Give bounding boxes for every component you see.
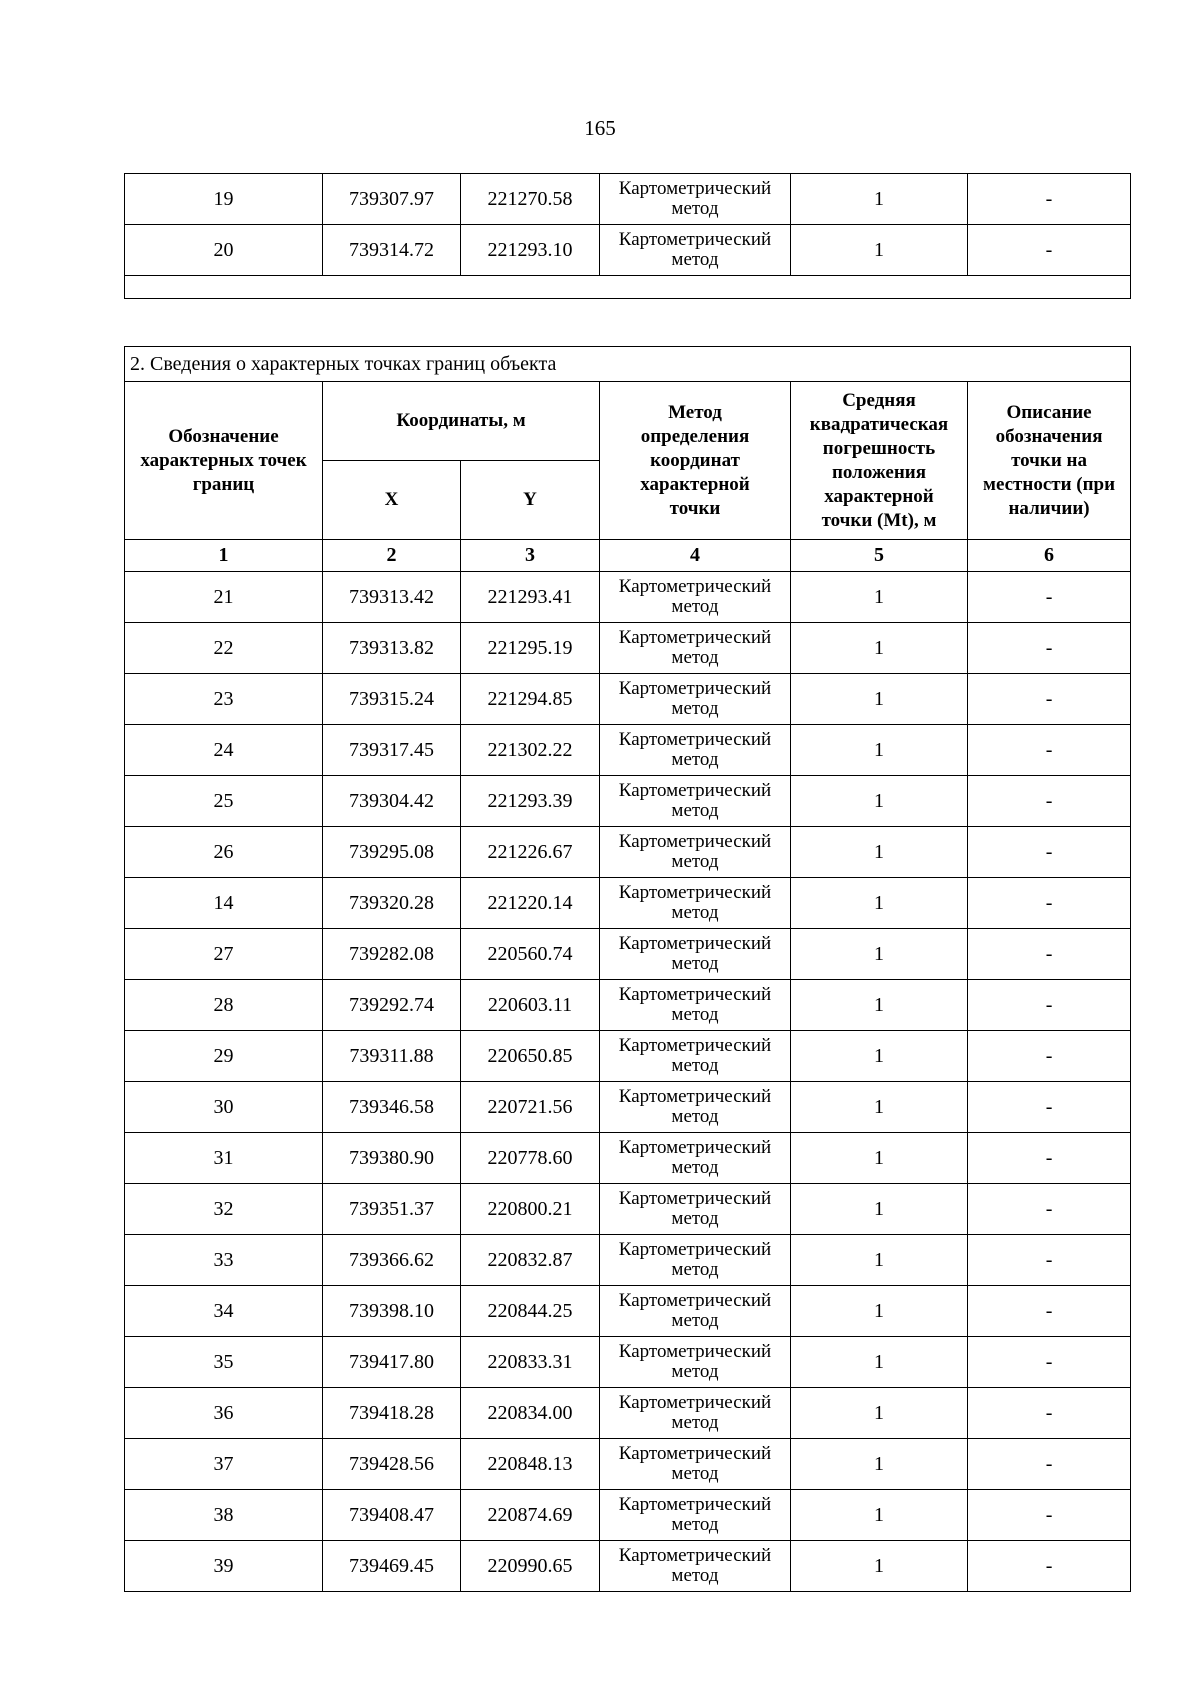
point-id-cell: 27 <box>125 929 323 980</box>
y-coordinate-cell: 220833.31 <box>461 1337 600 1388</box>
header-description-line: местности (при <box>983 473 1116 495</box>
mean-error-cell: 1 <box>791 1133 968 1184</box>
method-line: метод <box>671 698 719 719</box>
description-cell: - <box>968 1235 1131 1286</box>
method-cell <box>600 1337 791 1388</box>
header-mean-error <box>791 382 968 540</box>
point-id-cell: 38 <box>125 1490 323 1541</box>
mean-error-cell: 1 <box>791 623 968 674</box>
table-row <box>125 878 1131 929</box>
table-row <box>125 1388 1131 1439</box>
method-line: метод <box>671 1361 719 1382</box>
method-line: метод <box>671 249 719 270</box>
empty-cell <box>125 276 1131 299</box>
method-cell <box>600 225 791 276</box>
y-coordinate-cell: 221302.22 <box>461 725 600 776</box>
description-cell: - <box>968 929 1131 980</box>
method-cell <box>600 1286 791 1337</box>
header-designation <box>125 382 323 540</box>
method-line: метод <box>671 902 719 923</box>
header-y: Y <box>461 461 600 540</box>
table-row <box>125 1082 1131 1133</box>
y-coordinate-cell: 220800.21 <box>461 1184 600 1235</box>
y-coordinate-cell: 221220.14 <box>461 878 600 929</box>
method-cell <box>600 1031 791 1082</box>
method-line: метод <box>671 198 719 219</box>
point-id-cell: 31 <box>125 1133 323 1184</box>
description-cell: - <box>968 1337 1131 1388</box>
description-cell: - <box>968 572 1131 623</box>
header-description-line: обозначения <box>995 425 1103 447</box>
table-row <box>125 1031 1131 1082</box>
mean-error-cell: 1 <box>791 1541 968 1592</box>
y-coordinate-cell: 221293.39 <box>461 776 600 827</box>
table-row <box>125 1235 1131 1286</box>
mean-error-cell: 1 <box>791 827 968 878</box>
point-id-cell: 14 <box>125 878 323 929</box>
mean-error-cell: 1 <box>791 174 968 225</box>
column-number: 4 <box>600 540 791 572</box>
y-coordinate-cell: 220560.74 <box>461 929 600 980</box>
mean-error-cell: 1 <box>791 1490 968 1541</box>
method-line: метод <box>671 851 719 872</box>
x-coordinate-cell: 739311.88 <box>323 1031 461 1082</box>
y-coordinate-cell: 221294.85 <box>461 674 600 725</box>
header-description-line: наличии) <box>1008 497 1090 519</box>
y-coordinate-cell: 220990.65 <box>461 1541 600 1592</box>
method-line: Картометрический <box>618 831 772 852</box>
description-cell: - <box>968 1541 1131 1592</box>
point-id-cell: 23 <box>125 674 323 725</box>
header-x: X <box>323 461 461 540</box>
y-coordinate-cell: 221293.10 <box>461 225 600 276</box>
method-cell <box>600 1541 791 1592</box>
header-method-line: характерной <box>640 473 750 495</box>
table-row <box>125 980 1131 1031</box>
method-line: метод <box>671 1412 719 1433</box>
header-designation-line: характерных точек <box>140 449 307 471</box>
method-cell <box>600 1184 791 1235</box>
table-row <box>125 1184 1131 1235</box>
method-line: метод <box>671 1004 719 1025</box>
mean-error-cell: 1 <box>791 674 968 725</box>
y-coordinate-cell: 221226.67 <box>461 827 600 878</box>
method-cell <box>600 878 791 929</box>
mean-error-cell: 1 <box>791 1235 968 1286</box>
point-id-cell: 19 <box>125 174 323 225</box>
method-line: Картометрический <box>618 984 772 1005</box>
x-coordinate-cell: 739469.45 <box>323 1541 461 1592</box>
header-error-line: погрешность <box>822 437 936 459</box>
method-cell <box>600 674 791 725</box>
method-cell <box>600 725 791 776</box>
description-cell: - <box>968 174 1131 225</box>
description-cell: - <box>968 674 1131 725</box>
description-cell: - <box>968 225 1131 276</box>
point-id-cell: 39 <box>125 1541 323 1592</box>
y-coordinate-cell: 220834.00 <box>461 1388 600 1439</box>
table-row <box>125 674 1131 725</box>
mean-error-cell: 1 <box>791 1184 968 1235</box>
x-coordinate-cell: 739408.47 <box>323 1490 461 1541</box>
empty-row <box>125 276 1131 299</box>
point-id-cell: 22 <box>125 623 323 674</box>
y-coordinate-cell: 220832.87 <box>461 1235 600 1286</box>
method-line: Картометрический <box>618 1290 772 1311</box>
point-id-cell: 35 <box>125 1337 323 1388</box>
mean-error-cell: 1 <box>791 1337 968 1388</box>
x-coordinate-cell: 739304.42 <box>323 776 461 827</box>
method-cell <box>600 1133 791 1184</box>
x-coordinate-cell: 739313.82 <box>323 623 461 674</box>
method-cell <box>600 1235 791 1286</box>
method-cell <box>600 980 791 1031</box>
header-method-line: точки <box>669 497 721 519</box>
table-row <box>125 1133 1131 1184</box>
description-cell: - <box>968 1439 1131 1490</box>
method-line: Картометрический <box>618 1494 772 1515</box>
method-cell <box>600 776 791 827</box>
header-error-line: положения <box>831 461 927 483</box>
x-coordinate-cell: 739314.72 <box>323 225 461 276</box>
table-row <box>125 1439 1131 1490</box>
method-line: метод <box>671 1157 719 1178</box>
x-coordinate-cell: 739292.74 <box>323 980 461 1031</box>
table-row <box>125 225 1131 276</box>
header-designation-line: Обозначение <box>168 425 279 447</box>
method-line: метод <box>671 1259 719 1280</box>
mean-error-cell: 1 <box>791 776 968 827</box>
description-cell: - <box>968 980 1131 1031</box>
table-row <box>125 572 1131 623</box>
x-coordinate-cell: 739346.58 <box>323 1082 461 1133</box>
y-coordinate-cell: 221293.41 <box>461 572 600 623</box>
method-line: метод <box>671 1106 719 1127</box>
method-line: метод <box>671 1208 719 1229</box>
header-description <box>968 382 1131 540</box>
y-coordinate-cell: 220848.13 <box>461 1439 600 1490</box>
method-cell <box>600 623 791 674</box>
main-table-body <box>125 572 1131 1592</box>
point-id-cell: 20 <box>125 225 323 276</box>
table-row <box>125 1541 1131 1592</box>
method-line: Картометрический <box>618 780 772 801</box>
column-number: 5 <box>791 540 968 572</box>
header-method-line: координат <box>650 449 740 471</box>
header-method-line: Метод <box>668 401 722 423</box>
method-cell <box>600 1082 791 1133</box>
page-number: 165 <box>584 116 616 140</box>
description-cell: - <box>968 1031 1131 1082</box>
point-id-cell: 32 <box>125 1184 323 1235</box>
mean-error-cell: 1 <box>791 929 968 980</box>
header-method-line: определения <box>640 425 750 447</box>
method-line: Картометрический <box>618 1137 772 1158</box>
table-row <box>125 174 1131 225</box>
point-id-cell: 26 <box>125 827 323 878</box>
method-line: метод <box>671 596 719 617</box>
y-coordinate-cell: 220721.56 <box>461 1082 600 1133</box>
boundary-points-table <box>124 346 1131 1592</box>
method-line: Картометрический <box>618 1035 772 1056</box>
method-line: Картометрический <box>618 627 772 648</box>
x-coordinate-cell: 739313.42 <box>323 572 461 623</box>
point-id-cell: 21 <box>125 572 323 623</box>
column-number: 1 <box>125 540 323 572</box>
mean-error-cell: 1 <box>791 572 968 623</box>
y-coordinate-cell: 221295.19 <box>461 623 600 674</box>
mean-error-cell: 1 <box>791 1031 968 1082</box>
table-row <box>125 776 1131 827</box>
x-coordinate-cell: 739307.97 <box>323 174 461 225</box>
mean-error-cell: 1 <box>791 980 968 1031</box>
table-row <box>125 1337 1131 1388</box>
method-line: Картометрический <box>618 882 772 903</box>
y-coordinate-cell: 220603.11 <box>461 980 600 1031</box>
description-cell: - <box>968 878 1131 929</box>
x-coordinate-cell: 739428.56 <box>323 1439 461 1490</box>
point-id-cell: 28 <box>125 980 323 1031</box>
top-coordinates-table <box>124 173 1131 299</box>
header-error-line: квадратическая <box>809 413 949 435</box>
method-line: Картометрический <box>618 1443 772 1464</box>
method-line: метод <box>671 1565 719 1586</box>
description-cell: - <box>968 1388 1131 1439</box>
header-error-line: Средняя <box>842 389 916 411</box>
x-coordinate-cell: 739317.45 <box>323 725 461 776</box>
mean-error-cell: 1 <box>791 725 968 776</box>
column-number: 3 <box>461 540 600 572</box>
column-number-row <box>125 540 1131 572</box>
table-row <box>125 827 1131 878</box>
mean-error-cell: 1 <box>791 1439 968 1490</box>
table-row <box>125 725 1131 776</box>
method-line: метод <box>671 749 719 770</box>
method-cell <box>600 1490 791 1541</box>
y-coordinate-cell: 221270.58 <box>461 174 600 225</box>
point-id-cell: 30 <box>125 1082 323 1133</box>
section-title: 2. Сведения о характерных точках границ объекта <box>125 347 1131 382</box>
x-coordinate-cell: 739315.24 <box>323 674 461 725</box>
column-number: 2 <box>323 540 461 572</box>
method-cell <box>600 174 791 225</box>
table-row <box>125 1490 1131 1541</box>
method-cell <box>600 827 791 878</box>
point-id-cell: 37 <box>125 1439 323 1490</box>
method-line: Картометрический <box>618 678 772 699</box>
description-cell: - <box>968 725 1131 776</box>
x-coordinate-cell: 739295.08 <box>323 827 461 878</box>
method-line: Картометрический <box>618 1545 772 1566</box>
description-cell: - <box>968 623 1131 674</box>
description-cell: - <box>968 1133 1131 1184</box>
method-line: метод <box>671 1514 719 1535</box>
description-cell: - <box>968 776 1131 827</box>
x-coordinate-cell: 739282.08 <box>323 929 461 980</box>
table-row <box>125 929 1131 980</box>
method-line: метод <box>671 1463 719 1484</box>
mean-error-cell: 1 <box>791 1388 968 1439</box>
mean-error-cell: 1 <box>791 1082 968 1133</box>
y-coordinate-cell: 220778.60 <box>461 1133 600 1184</box>
table-row <box>125 623 1131 674</box>
point-id-cell: 24 <box>125 725 323 776</box>
method-cell <box>600 1439 791 1490</box>
header-error-line: точки (Mt), м <box>821 509 937 531</box>
header-description-line: Описание <box>1006 401 1092 423</box>
method-line: Картометрический <box>618 1239 772 1260</box>
x-coordinate-cell: 739380.90 <box>323 1133 461 1184</box>
mean-error-cell: 1 <box>791 225 968 276</box>
header-coordinates: Координаты, м <box>323 382 600 461</box>
header-method <box>600 382 791 540</box>
description-cell: - <box>968 1286 1131 1337</box>
method-line: Картометрический <box>618 229 772 250</box>
method-line: Картометрический <box>618 1392 772 1413</box>
y-coordinate-cell: 220874.69 <box>461 1490 600 1541</box>
x-coordinate-cell: 739417.80 <box>323 1337 461 1388</box>
method-line: метод <box>671 647 719 668</box>
description-cell: - <box>968 1490 1131 1541</box>
method-line: Картометрический <box>618 729 772 750</box>
description-cell: - <box>968 1184 1131 1235</box>
method-cell <box>600 929 791 980</box>
method-line: метод <box>671 1055 719 1076</box>
x-coordinate-cell: 739398.10 <box>323 1286 461 1337</box>
header-description-line: точки на <box>1011 449 1087 471</box>
method-line: метод <box>671 1310 719 1331</box>
y-coordinate-cell: 220844.25 <box>461 1286 600 1337</box>
method-line: метод <box>671 953 719 974</box>
x-coordinate-cell: 739351.37 <box>323 1184 461 1235</box>
column-number: 6 <box>968 540 1131 572</box>
method-line: Картометрический <box>618 1341 772 1362</box>
point-id-cell: 25 <box>125 776 323 827</box>
method-cell <box>600 1388 791 1439</box>
method-line: Картометрический <box>618 1188 772 1209</box>
description-cell: - <box>968 827 1131 878</box>
point-id-cell: 34 <box>125 1286 323 1337</box>
method-line: метод <box>671 800 719 821</box>
point-id-cell: 33 <box>125 1235 323 1286</box>
point-id-cell: 36 <box>125 1388 323 1439</box>
table-row <box>125 1286 1131 1337</box>
header-designation-line: границ <box>192 473 255 495</box>
mean-error-cell: 1 <box>791 1286 968 1337</box>
method-line: Картометрический <box>618 178 772 199</box>
x-coordinate-cell: 739366.62 <box>323 1235 461 1286</box>
description-cell: - <box>968 1082 1131 1133</box>
header-error-line: характерной <box>824 485 934 507</box>
mean-error-cell: 1 <box>791 878 968 929</box>
method-line: Картометрический <box>618 933 772 954</box>
y-coordinate-cell: 220650.85 <box>461 1031 600 1082</box>
x-coordinate-cell: 739320.28 <box>323 878 461 929</box>
top-table-body <box>125 174 1131 299</box>
point-id-cell: 29 <box>125 1031 323 1082</box>
method-line: Картометрический <box>618 576 772 597</box>
method-line: Картометрический <box>618 1086 772 1107</box>
method-cell <box>600 572 791 623</box>
x-coordinate-cell: 739418.28 <box>323 1388 461 1439</box>
